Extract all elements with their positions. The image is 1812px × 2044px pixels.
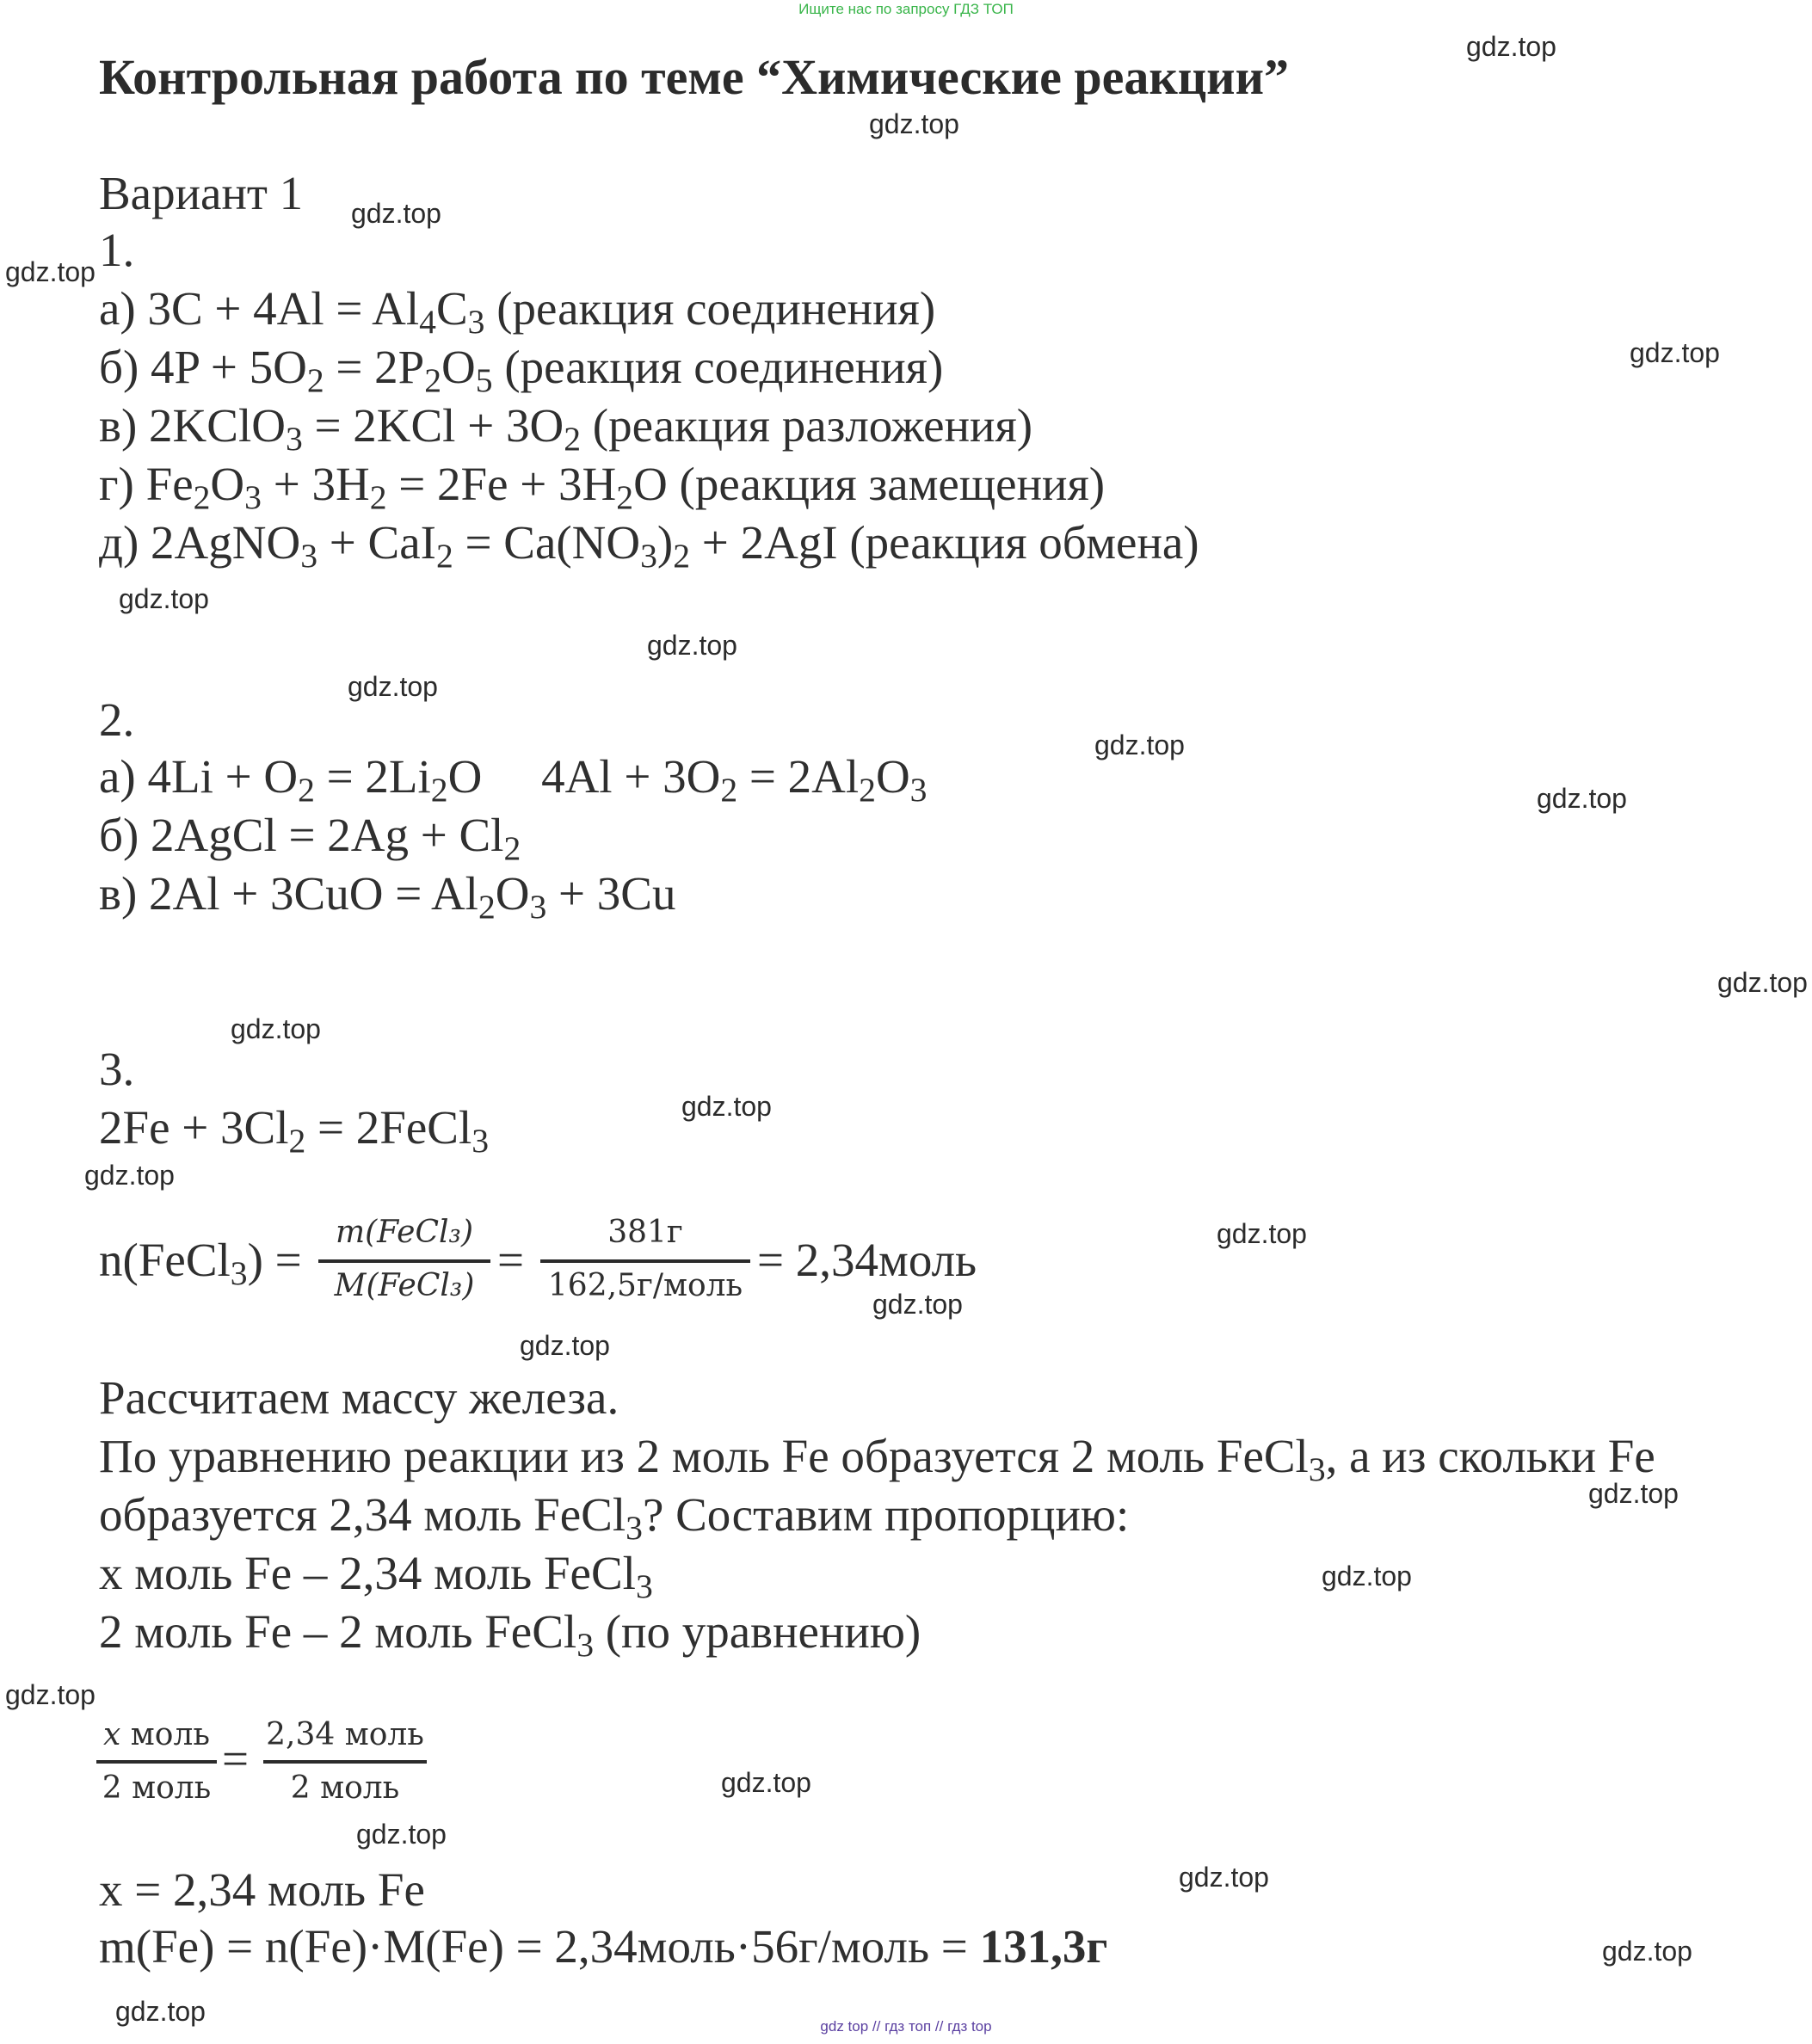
fraction-1-bar [318,1259,490,1263]
watermark: gdz.top [1588,1478,1679,1509]
task-1-number: 1. [99,224,135,276]
watermark: gdz.top [115,1996,206,2027]
moles-lhs: n(FeCl$_3$) = [99,1234,302,1292]
proportion-denominator-2: 2 моль [290,1770,400,1806]
mass-calculation: m(Fe) = n(Fe)·M(Fe) = 2,34моль·56г/моль = 131,3г [99,1920,1108,1973]
proportion-equals: = [222,1733,250,1785]
fraction-2-bar [540,1259,750,1263]
watermark: gdz.top [647,630,737,661]
watermark: gdz.top [1630,337,1720,368]
reasoning-line-2: образуется 2,34 моль FeCl$_3$? Составим пропорцию: [99,1488,1130,1547]
watermark: gdz.top [356,1819,447,1850]
watermark: gdz.top [1602,1936,1692,1967]
watermark: gdz.top [348,671,438,702]
x-result: x = 2,34 моль Fe [99,1863,425,1916]
fraction-2-denominator: 162,5г/моль [547,1268,743,1303]
footer: gdz top // гдз топ // гдз top [820,2018,992,2035]
calc-intro: Рассчитаем массу железа. [99,1371,619,1424]
task-2-number: 2. [99,693,135,746]
task-1-d: г) $Fe_2O_3 + 3H_2 = 2Fe + 3H_2O$ (реакция замещения) [99,458,1106,516]
task-3-equation: $2Fe + 3Cl_2$ = 2FeCl$_3$ [99,1101,490,1160]
watermark: gdz.top [119,583,209,614]
proportion-denominator-1: 2 моль [102,1770,212,1806]
watermark: gdz.top [869,108,959,139]
watermark: gdz.top [84,1160,175,1191]
page-title: Контрольная работа по теме “Химические реакции” [99,49,1289,105]
task-3-number: 3. [99,1043,135,1095]
proportion-line-1: x моль Fe – 2,34 моль FeCl$_3$ [99,1547,653,1605]
equals-sign: = [497,1234,525,1286]
watermark: gdz.top [1179,1862,1269,1893]
top-banner: Ищите нас по запросу ГДЗ ТОП [798,1,1014,17]
task-2-c: в) $2Al + 3CuO = Al_2O_3 + 3Cu$ [99,867,676,926]
watermark: gdz.top [1217,1218,1307,1249]
watermark: gdz.top [721,1767,811,1798]
task-1-b: б) $4P + 5O_2 = 2P_2O_5$ (реакция соединения) [99,341,944,399]
task-1-c: в) 2KClO$_3$ = $2KCl + 3O_2$ (реакция разложения) [99,399,1033,458]
proportion-bar-1 [96,1760,217,1764]
task-2-b: б) 2AgCl = $2Ag + Cl_2$ [99,809,521,867]
proportion-numerator-1: x моль [103,1717,210,1752]
proportion-line-2: 2 моль Fe – 2 моль FeCl$_3$ (по уравнению) [99,1605,921,1664]
fraction-1-denominator: M(FeCl₃) [334,1268,475,1303]
watermark: gdz.top [1466,31,1556,62]
watermark: gdz.top [520,1330,610,1361]
watermark: gdz.top [351,198,441,229]
task-1-a: а) $3C + 4Al = Al_4C_3$ (реакция соединения) [99,282,936,341]
fraction-1-numerator: m(FeCl₃) [335,1215,474,1250]
task-1-e: д) 2AgNO$_3$ + $CaI_2 = Ca(NO_3)_2 + 2AgI$ (реакция обмена) [99,516,1199,575]
proportion-bar-2 [263,1760,427,1764]
watermark: gdz.top [5,256,96,287]
watermark: gdz.top [1094,730,1185,760]
watermark: gdz.top [1537,783,1627,814]
watermark: gdz.top [1322,1561,1412,1591]
variant-heading: Вариант 1 [99,167,304,219]
watermark: gdz.top [231,1013,321,1044]
watermark: gdz.top [872,1289,963,1320]
mass-answer: 131,3г [979,1920,1108,1973]
reasoning-line-1: По уравнению реакции из 2 моль Fe образуется 2 моль FeCl$_3$, а из скольки Fe [99,1430,1655,1488]
watermark: gdz.top [1717,967,1808,998]
watermark: gdz.top [5,1679,96,1710]
watermark: gdz.top [681,1091,772,1122]
moles-result: = 2,34моль [757,1234,977,1286]
task-2-a: а) $4Li + O_2 = 2Li_2O$ $4Al + 3O_2 = 2Al_2O_3$ [99,750,928,809]
proportion-numerator-2: 2,34 моль [266,1717,424,1752]
fraction-2-numerator: 381г [607,1215,683,1250]
